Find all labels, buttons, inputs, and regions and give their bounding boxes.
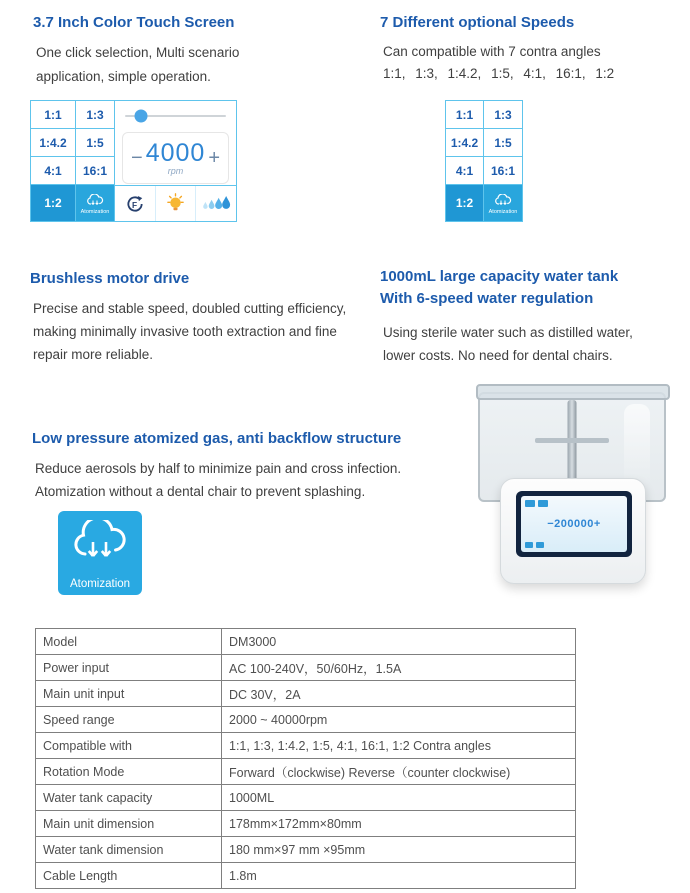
touchscreen-mockup <box>30 100 237 222</box>
rpm-display <box>145 138 206 176</box>
atomization-cell-label: Atomization <box>80 208 110 215</box>
rpm-unit: rpm <box>167 165 184 176</box>
rpm-control <box>122 132 229 184</box>
motor-body: Precise and stable speed, doubled cutting efficiency, making minimally invasive tooth extraction and fine repair more reliable. <box>33 301 347 362</box>
ratio-cell: 1:1 <box>31 101 76 129</box>
atomization-badge <box>58 511 142 595</box>
svg-text:F: F <box>131 199 137 210</box>
section-touch-screen <box>33 12 363 89</box>
tank-bracket <box>535 438 609 443</box>
screen-chip <box>525 500 535 507</box>
speed-ratio-grid <box>445 100 523 222</box>
slider-track <box>125 115 226 117</box>
ratio-cell-selected: 1:2 <box>31 185 76 221</box>
rpm-plus-button: + <box>208 146 220 169</box>
mockup-slider <box>115 101 236 131</box>
motor-title: Brushless motor drive <box>30 270 190 287</box>
spec-label: Cable Length <box>36 863 222 889</box>
atomized-title: Low pressure atomized gas, anti backflow structure <box>32 430 402 447</box>
device-screen <box>516 491 632 557</box>
spec-value: 2000 ~ 40000rpm <box>222 707 576 733</box>
ratio-cell: 1:1 <box>446 101 484 129</box>
spec-table <box>35 628 576 889</box>
spec-row <box>36 681 576 707</box>
speeds-title: 7 Different optional Speeds <box>380 14 575 31</box>
atomization-badge-label: Atomization <box>69 578 131 590</box>
spec-value: DM3000 <box>222 629 576 655</box>
light-bulb-icon <box>155 186 196 221</box>
atomization-cell-label: Atomization <box>488 208 518 215</box>
spec-value: 1:1, 1:3, 1:4.2, 1:5, 4:1, 16:1, 1:2 Contra angles <box>222 733 576 759</box>
section-atomized <box>32 428 472 503</box>
device-screen-value: −200000+ <box>547 518 601 530</box>
rpm-value: 4000 <box>145 138 206 167</box>
ratio-cell: 1:3 <box>484 101 522 129</box>
spec-row <box>36 759 576 785</box>
main-unit-illustration <box>500 478 646 584</box>
screen-chip <box>538 500 548 507</box>
section-water-tank <box>380 266 680 367</box>
ratio-cell-selected: 1:2 <box>446 185 484 221</box>
spec-label: Water tank capacity <box>36 785 222 811</box>
spec-row <box>36 655 576 681</box>
spec-value: 180 mm×97 mm ×95mm <box>222 837 576 863</box>
mockup-controls <box>115 101 236 221</box>
spec-row <box>36 733 576 759</box>
spec-value: AC 100-240V，50/60Hz，1.5A <box>222 655 576 681</box>
water-tank-body: Using sterile water such as distilled water, lower costs. No need for dental chairs. <box>383 325 633 363</box>
section-motor <box>30 268 352 366</box>
touch-screen-title: 3.7 Inch Color Touch Screen <box>33 14 235 31</box>
ratio-cell: 1:5 <box>76 129 115 157</box>
speeds-body: Can compatible with 7 contra angles 1:1, 1:3, 1:4.2, 1:5, 4:1, 16:1, 1:2 <box>383 44 615 81</box>
spec-label: Main unit dimension <box>36 811 222 837</box>
spec-row <box>36 837 576 863</box>
screen-chip <box>525 542 533 548</box>
spec-label: Power input <box>36 655 222 681</box>
spec-row <box>36 629 576 655</box>
reverse-rotation-icon <box>115 186 155 221</box>
spec-value: Forward（clockwise) Reverse（counter clockwise) <box>222 759 576 785</box>
spec-label: Rotation Mode <box>36 759 222 785</box>
atomization-cloud-icon <box>494 194 512 209</box>
ratio-cell: 1:5 <box>484 129 522 157</box>
ratio-cell: 1:4.2 <box>446 129 484 157</box>
touch-screen-body: One click selection, Multi scenario application, simple operation. <box>36 45 240 84</box>
device-screen-content <box>521 496 627 552</box>
mockup-icons-row <box>115 185 236 221</box>
spec-value: DC 30V，2A <box>222 681 576 707</box>
atomization-cell <box>484 185 522 221</box>
section-speeds <box>380 12 670 85</box>
atomization-cell <box>76 185 115 221</box>
atomization-cloud-icon <box>86 194 104 209</box>
ratio-cell: 1:4.2 <box>31 129 76 157</box>
ratio-cell: 16:1 <box>484 157 522 185</box>
spec-label: Main unit input <box>36 681 222 707</box>
spec-value: 1000ML <box>222 785 576 811</box>
spec-value: 178mm×172mm×80mm <box>222 811 576 837</box>
tank-highlight <box>624 404 650 488</box>
rpm-minus-button: − <box>131 146 143 169</box>
ratio-cell: 4:1 <box>446 157 484 185</box>
screen-chip <box>536 542 544 548</box>
ratio-cell: 1:3 <box>76 101 115 129</box>
ratio-cell: 4:1 <box>31 157 76 185</box>
ratio-cell: 16:1 <box>76 157 115 185</box>
spec-row <box>36 811 576 837</box>
spec-row <box>36 785 576 811</box>
spec-label: Model <box>36 629 222 655</box>
spec-value: 1.8m <box>222 863 576 889</box>
slider-handle <box>135 110 148 123</box>
atomization-cloud-icon <box>71 520 129 571</box>
spec-label: Compatible with <box>36 733 222 759</box>
spec-label: Speed range <box>36 707 222 733</box>
water-tank-title: 1000mL large capacity water tank With 6-speed water regulation <box>380 268 619 307</box>
spec-row <box>36 707 576 733</box>
tank-lid <box>476 384 670 400</box>
spec-row <box>36 863 576 889</box>
atomized-body: Reduce aerosols by half to minimize pain and cross infection. Atomization without a dental chair to prevent splashing. <box>35 461 402 499</box>
water-drops-icon <box>195 186 236 221</box>
mockup-ratio-grid <box>31 101 115 221</box>
spec-label: Water tank dimension <box>36 837 222 863</box>
